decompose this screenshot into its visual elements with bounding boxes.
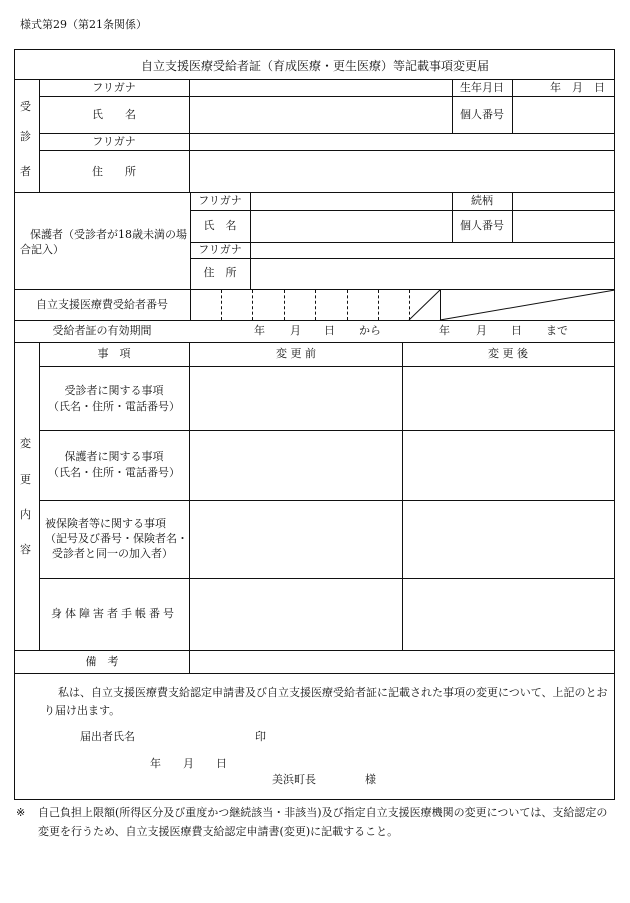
change-row-guardian-line2: （氏名・住所・電話番号） [48,466,180,479]
col-after-header: 変 更 後 [488,347,528,360]
guardian-personal-number-label: 個人番号 [460,219,504,232]
patient-personal-number-label: 個人番号 [460,108,504,121]
patient-furigana-label: フリガナ [92,81,136,94]
remarks-label: 備 考 [85,655,119,668]
change-row-insured-line2: （記号及び番号・保険者名・ [45,532,188,545]
change-row-handbook: 身体障害者手帳番号 [51,607,177,620]
changes-label-3: 内 [20,508,31,521]
col-item-header: 事 項 [97,347,131,360]
guardian-furigana-label: フリガナ [198,194,242,207]
change-row-patient-line2: （氏名・住所・電話番号） [48,400,180,413]
seal-mark: 印 [255,730,266,743]
submission-date: 年 月 日 [150,757,227,770]
form-number: 様式第29（第21条関係） [20,18,147,31]
birthdate-label: 生年月日 [460,81,504,94]
validity-to-month: 月 [476,324,487,337]
guardian-name-label: 氏 名 [203,219,237,232]
honorific: 様 [365,773,376,786]
guardian-address-label: 住 所 [203,266,237,279]
change-row-insured-line1: 被保険者等に関する事項 [45,517,166,530]
patient-address-furigana-label: フリガナ [92,135,136,148]
validity-to-year: 年 [439,324,450,337]
form-title: 自立支援医療受給者証（育成医療・更生医療）等記載事項変更届 [140,59,490,73]
validity-to-day: 日 [511,324,522,337]
footnote [16,803,614,841]
patient-address-label: 住 所 [92,165,136,178]
validity-from-year: 年 [254,324,265,337]
footnote-text: 自己負担上限額(所得区分及び重度かつ継続該当・非該当)及び指定自立支援医療機関の変更については、支給認定の変更を行うため、自立支援医療費支給認定申請書(変更)に記載すること。 [38,806,608,838]
changes-label-4: 容 [20,543,31,556]
diagonal-line [409,290,440,320]
patient-name-label: 氏 名 [92,108,136,121]
patient-label-3: 者 [20,165,31,178]
applicant-label: 届出者氏名 [80,730,135,743]
addressee: 美浜町長 [272,773,316,786]
guardian-address-furigana-label: フリガナ [198,243,242,256]
col-before-header: 変 更 前 [276,347,316,360]
changes-label-2: 更 [20,473,31,486]
patient-label-1: 受 [20,100,31,113]
relation-label: 続柄 [471,194,493,207]
certificate-number-label: 自立支援医療費受給者番号 [36,298,168,311]
guardian-section-label: 保護者（受診者が18歳未満の場合記入） [20,228,187,256]
patient-label-2: 診 [20,130,31,143]
declaration-text: 私は、自立支援医療費支給認定申請書及び自立支援医療受給者証に記載された事項の変更について、上記のとおり届け出ます。 [44,686,608,717]
birthdate-value: 年 月 日 [550,81,605,94]
changes-label-1: 変 [20,437,31,450]
validity-to-suffix: まで [546,324,568,337]
validity-from-suffix: から [359,324,381,337]
validity-from-month: 月 [290,324,301,337]
footnote-mark: ※ [16,806,26,819]
change-row-patient-line1: 受診者に関する事項 [64,384,164,397]
change-row-insured-line3: 受診者と同一の加入者） [52,547,173,560]
change-row-guardian-line1: 保護者に関する事項 [64,450,164,463]
validity-from-day: 日 [324,324,335,337]
validity-label: 受給者証の有効期間 [52,324,152,337]
diagonal-line [440,290,615,320]
